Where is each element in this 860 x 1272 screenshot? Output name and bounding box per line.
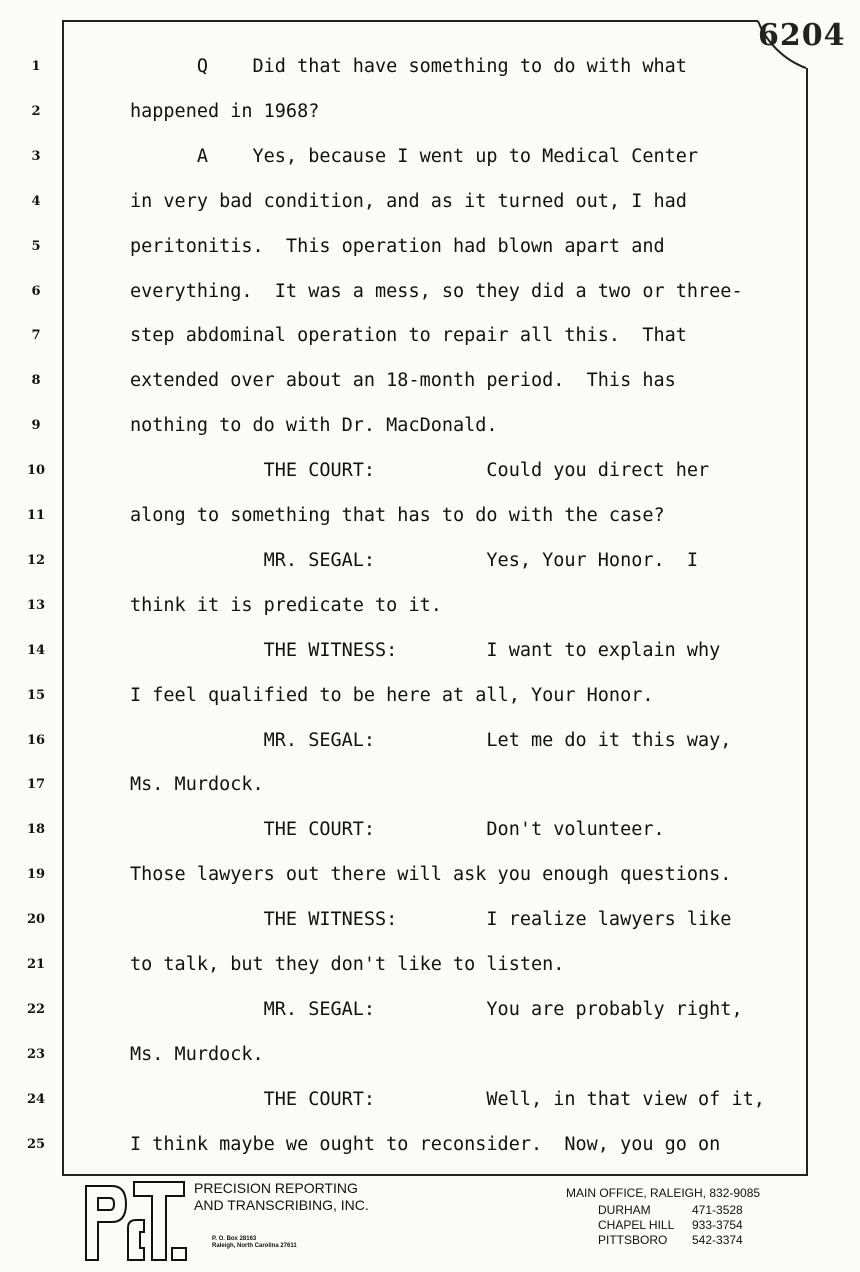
office-row — [566, 1233, 760, 1248]
line-number: 13 — [26, 597, 46, 613]
transcript-line: along to something that has to do with the case? — [130, 505, 665, 526]
line-number: 5 — [31, 238, 41, 254]
transcript-line: in very bad condition, and as it turned out, I had — [130, 190, 687, 212]
right-rule — [806, 68, 808, 1175]
office-city: CHAPEL HILL — [598, 1218, 675, 1232]
line-number: 3 — [31, 148, 41, 164]
line-number: 23 — [26, 1046, 46, 1062]
transcript-line: Ms. Murdock. — [130, 774, 264, 796]
transcript-line: A Yes, because I went up to Medical Center — [130, 145, 699, 167]
office-city: PITTSBORO — [598, 1233, 668, 1247]
address-line-2: Raleigh, North Carolina 27611 — [212, 1243, 297, 1249]
line-number: 16 — [26, 732, 46, 748]
bottom-rule — [62, 1174, 808, 1176]
page-number: 6204 — [758, 18, 846, 53]
left-margin-rule — [62, 20, 64, 1175]
transcript-line: THE COURT: Don't volunteer. — [130, 819, 665, 841]
office-city: DURHAM — [598, 1203, 651, 1217]
transcript-line: MR. SEGAL: Let me do it this way, — [130, 729, 732, 751]
line-number: 25 — [26, 1136, 46, 1152]
transcript-line: Those lawyers out there will ask you enough questions. — [130, 864, 732, 886]
line-number: 21 — [26, 957, 46, 972]
transcript-line: peritonitis. This operation had blown apart and — [130, 235, 665, 257]
address-line-1: P. O. Box 28163 — [212, 1236, 257, 1242]
line-number: 17 — [26, 777, 46, 793]
company-line-1: PRECISION REPORTING — [194, 1180, 358, 1196]
line-number: 15 — [26, 687, 46, 703]
line-number: 22 — [26, 1001, 46, 1017]
transcript-line: THE WITNESS: I want to explain why — [130, 639, 721, 661]
transcript-line: happened in 1968? — [130, 100, 320, 122]
transcript-line: nothing to do with Dr. MacDonald. — [130, 415, 498, 437]
top-rule — [62, 20, 758, 22]
transcript-line: to talk, but they don't like to listen. — [130, 954, 565, 975]
transcript-line: Ms. Murdock. — [130, 1043, 264, 1065]
line-number: 11 — [26, 508, 46, 523]
office-phone: 933-3754 — [692, 1218, 743, 1232]
line-number: 7 — [31, 328, 41, 344]
main-office: MAIN OFFICE, RALEIGH, 832-9085 — [566, 1186, 761, 1200]
line-number: 12 — [26, 552, 46, 568]
corner-curve — [756, 20, 812, 72]
transcript-line: I feel qualified to be here at all, Your Honor. — [130, 684, 654, 706]
line-number: 24 — [26, 1091, 46, 1107]
transcript-line: THE WITNESS: I realize lawyers like — [130, 909, 732, 931]
line-number: 6 — [31, 283, 41, 299]
office-phone: 542-3374 — [692, 1233, 743, 1247]
company-name — [194, 1180, 369, 1214]
transcript-line: MR. SEGAL: Yes, Your Honor. I — [130, 549, 699, 571]
transcript-line: THE COURT: Could you direct her — [130, 460, 710, 482]
line-number: 1 — [31, 59, 41, 74]
transcript-line: MR. SEGAL: You are probably right, — [130, 998, 743, 1020]
logo-text: P&T — [84, 1180, 86, 1181]
office-phone: 471-3528 — [692, 1203, 743, 1217]
line-number: 4 — [31, 193, 41, 209]
company-logo — [84, 1180, 188, 1266]
transcript-line: Q Did that have something to do with what — [130, 56, 687, 77]
office-row — [566, 1203, 760, 1218]
line-number: 20 — [26, 912, 46, 928]
transcript-line: think it is predicate to it. — [130, 594, 442, 616]
transcript-line: extended over about an 18-month period. This has — [130, 370, 676, 392]
office-row — [566, 1218, 760, 1233]
transcript-line: everything. It was a mess, so they did a two or three- — [130, 280, 743, 302]
line-number: 19 — [26, 867, 46, 883]
line-number: 18 — [26, 822, 46, 838]
transcript-line: step abdominal operation to repair all this. That — [130, 325, 687, 347]
company-line-2: AND TRANSCRIBING, INC. — [194, 1197, 369, 1213]
transcript-line: I think maybe we ought to reconsider. Now, you go on — [130, 1133, 721, 1155]
line-number: 8 — [31, 373, 41, 389]
line-number: 14 — [26, 642, 46, 658]
transcript-line: THE COURT: Well, in that view of it, — [130, 1088, 765, 1110]
company-address — [212, 1236, 297, 1250]
line-number: 9 — [31, 418, 41, 434]
line-number: 10 — [26, 463, 46, 479]
office-list — [566, 1186, 760, 1248]
line-number: 2 — [31, 103, 41, 119]
